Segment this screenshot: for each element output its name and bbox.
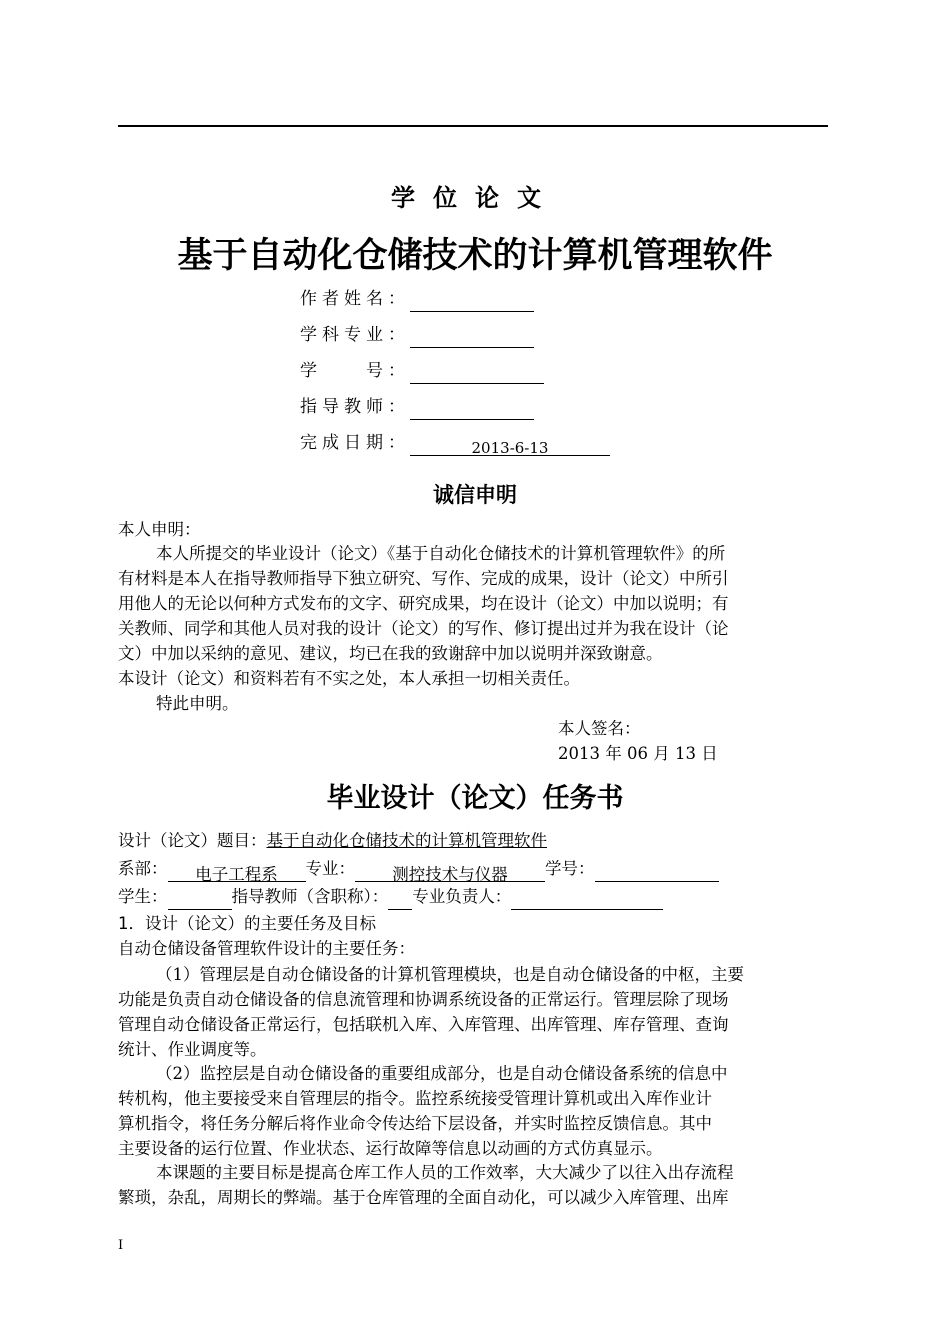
task-para3-line: 本课题的主要目标是提高仓库工作人员的工作效率，大大减少了以往入出存流程 [156,1163,734,1182]
head-blank [511,891,663,910]
declaration-line: 关教师、同学和其他人员对我的设计（论文）的写作、修订提出过并为我在设计（论 [118,619,729,638]
dept-label: 系部： [118,859,168,878]
task-para2-line: 算机指令，将任务分解后将作业命令传达给下层设备，并实时监控反馈信息。其中 [118,1114,712,1133]
advisor-blank [388,891,412,910]
task-para2-line: 主要设备的运行位置、作业状态、运行故障等信息以动画的方式仿真显示。 [118,1139,663,1158]
field-value [410,291,534,312]
thesis-title: 基于自动化仓储技术的计算机管理软件 [177,236,773,276]
completion-date-row [300,430,610,456]
field-label: 完成日期： [300,433,410,453]
declaration-opening: 本人申明： [118,520,201,539]
field-value [410,363,544,384]
advisor-label: 指导教师（含职称）： [231,887,389,906]
student-id-row [300,358,544,384]
signature-label: 本人签名： [558,719,641,738]
declaration-line: 用他人的无论以何种方式发布的文字、研究成果，均在设计（论文）中加以说明；有 [118,594,729,613]
declaration-closing: 特此申明。 [156,694,239,713]
head-label: 专业负责人： [412,887,512,906]
topic-row [118,829,547,854]
author-name-row [300,286,534,312]
topic-label: 设计（论文）题目： [118,831,267,850]
section1-heading: 1．设计（论文）的主要任务及目标 [118,914,376,933]
advisor-row [300,394,534,420]
task-para3-line: 繁琐，杂乱，周期长的弊端。基于仓库管理的全面自动化，可以减少入库管理、出库 [118,1188,729,1207]
field-value [410,327,534,348]
field-label: 学 号： [300,361,410,381]
student-advisor-row [118,885,663,910]
dept-major-row [118,857,719,882]
degree-label: 学位论文 [391,183,559,212]
declaration-line: 本人所提交的毕业设计（论文）《基于自动化仓储技术的计算机管理软件》的所 [156,544,726,563]
header-rule [118,125,828,127]
task-para2-line: 转机构，他主要接受来自管理层的指令。监控系统接受管理计算机或出入库作业计 [118,1089,712,1108]
page-number: I [118,1238,124,1253]
student-label: 学生： [118,887,168,906]
declaration-line: 文）中加以采纳的意见、建议，均已在我的致谢辞中加以说明并深致谢意。 [118,644,663,663]
section1-intro: 自动仓储设备管理软件设计的主要任务： [118,939,415,958]
major-value: 测控技术与仪器 [355,863,545,882]
field-value [410,399,534,420]
declaration-responsibility: 本设计（论文）和资料若有不实之处，本人承担一切相关责任。 [118,669,580,688]
task-para2-line: （2）监控层是自动仓储设备的重要组成部分，也是自动仓储设备系统的信息中 [156,1064,728,1083]
task-para1-line: 统计、作业调度等。 [118,1040,267,1059]
id-label: 学号： [545,859,595,878]
completion-date-value: 2013-6-13 [410,435,610,456]
major-label: 专业： [305,859,355,878]
task-book-title: 毕业设计（论文）任务书 [326,783,624,814]
field-label: 指导教师： [300,397,410,417]
task-para1-line: 管理自动仓储设备正常运行，包括联机入库、入库管理、出库管理、库存管理、查询 [118,1015,729,1034]
declaration-title: 诚信申明 [433,483,517,507]
student-blank [168,891,232,910]
field-label: 学科专业： [300,325,410,345]
task-para1-line: （1）管理层是自动仓储设备的计算机管理模块，也是自动仓储设备的中枢，主要 [156,965,744,984]
dept-value: 电子工程系 [168,863,306,882]
major-row [300,322,534,348]
task-para1-line: 功能是负责自动仓储设备的信息流管理和协调系统设备的正常运行。管理层除了现场 [118,990,729,1009]
id-blank [595,863,719,882]
topic-value: 基于自动化仓储技术的计算机管理软件 [266,831,547,850]
signature-date: 2013 年 06 月 13 日 [558,744,718,763]
declaration-line: 有材料是本人在指导教师指导下独立研究、写作、完成的成果，设计（论文）中所引 [118,569,729,588]
field-label: 作者姓名： [300,289,410,309]
